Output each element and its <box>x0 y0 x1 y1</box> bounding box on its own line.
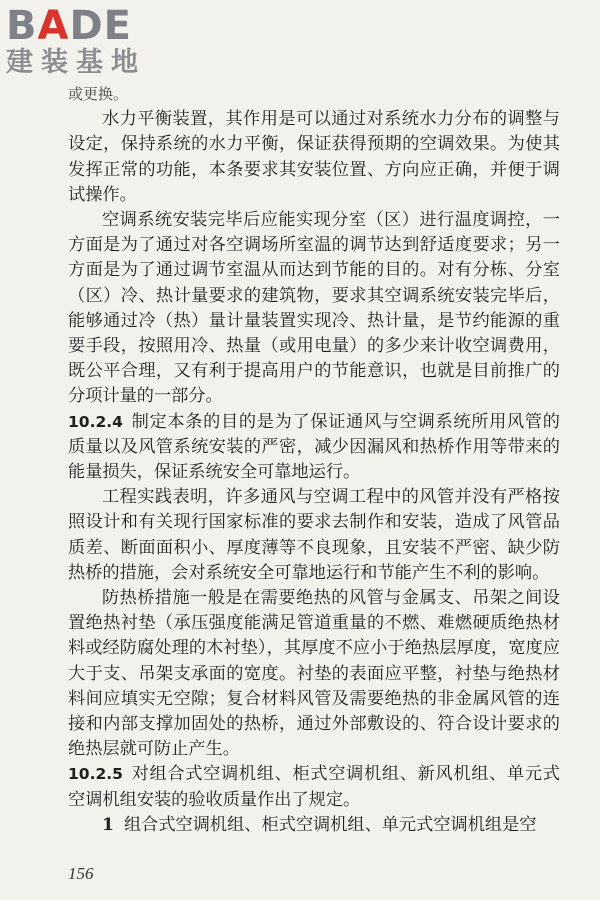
section-10-2-4 <box>68 410 560 486</box>
logo-letter-b: B <box>6 3 38 49</box>
item-number: 1 <box>102 814 114 835</box>
list-item-1 <box>68 813 560 838</box>
page-number: 156 <box>68 864 94 883</box>
section-text: 制定本条的目的是为了保证通风与空调系统所用风管的质量以及风管系统安装的严密，减少因漏风和热桥作用等带来的能量损失，保证系统安全可靠地运行。 <box>68 411 560 483</box>
page-content <box>68 82 560 838</box>
logo-subtitle: 建装基地 <box>6 47 146 78</box>
logo-letters-de: DE <box>69 3 132 49</box>
item-text: 组合式空调机组、柜式空调机组、单元式空调机组是空 <box>123 814 537 835</box>
section-number: 10.2.5 <box>68 765 123 784</box>
logo-wordmark <box>6 4 206 48</box>
paragraph-fragment: 或更换。 <box>68 85 129 103</box>
paragraph-engineering-practice: 工程实践表明，许多通风与空调工程中的风管并没有严格按照设计和有关现行国家标准的要求去制作和安装，造成了风管品质差、断面面积小、厚度薄等不良现象，且安装不严密、缺少防热桥的措施，会对系统安全可靠地运行和节能产生不利的影响。 <box>68 487 560 583</box>
section-number: 10.2.4 <box>68 412 123 431</box>
paragraph-temperature-control: 空调系统安装完毕后应能实现分室（区）进行温度调控，一方面是为了通过对各空调场所室温的调节达到舒适度要求；另一方面是为了通过调节室温从而达到节能的目的。对有分栋、分室（区）冷、热计量要求的建筑物，要求其空调系统安装完毕后，能够通过冷（热）量计量装置实现冷、热计量，是节约能源的重要手段，按照用冷、热量（或用电量）的多少来计收空调费用，既公平合理，又有利于提高用户的节能意识，也就是目前推广的分项计量的一部分。 <box>68 210 560 407</box>
paragraph-balance-valve: 水力平衡装置，其作用是可以通过对系统水力分布的调整与设定，保持系统的水力平衡，保证获得预期的空调效果。为使其发挥正常的功能，本条要求其安装位置、方向应正确，并便于调试操作。 <box>68 109 560 205</box>
site-logo <box>6 4 206 78</box>
paragraph-thermal-bridge: 防热桥措施一般是在需要绝热的风管与金属支、吊架之间设置绝热衬垫（承压强度能满足管道重量的不燃、难燃硬质绝热材料或经防腐处理的木衬垫），其厚度不应小于绝热层厚度，宽度应大于支、吊架支承面的宽度。衬垫的表面应平整，衬垫与绝热材料间应填实无空隙；复合材料风管及需要绝热的非金属风管的连接和内部支撑加固处的热桥，通过外部敷设的、符合设计要求的绝热层就可防止产生。 <box>68 588 560 760</box>
section-text: 对组合式空调机组、柜式空调机组、新风机组、单元式空调机组安装的验收质量作出了规定。 <box>68 764 560 810</box>
section-10-2-5 <box>68 762 560 812</box>
logo-letter-a: A <box>37 3 70 49</box>
